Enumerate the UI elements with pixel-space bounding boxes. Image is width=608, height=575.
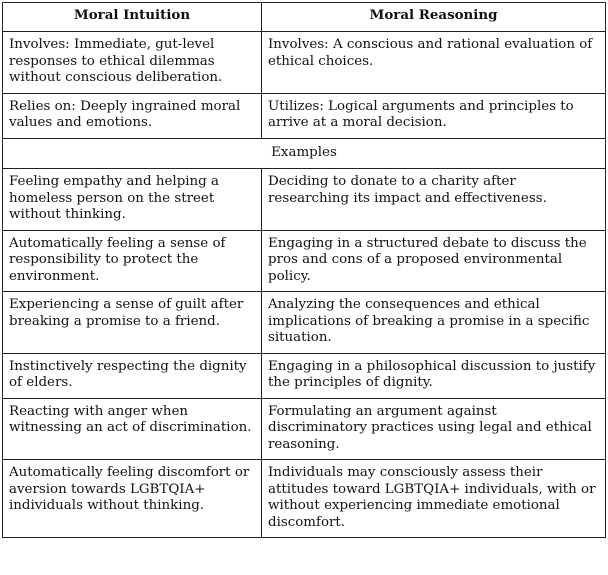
example-row — [3, 460, 606, 538]
reasoning-example-cell: Engaging in a philosophical discussion to justify the principles of dignity. — [262, 353, 606, 398]
intuition-example-cell: Automatically feeling a sense of responsibility to protect the environment. — [3, 230, 262, 292]
intuition-cell: Involves: Immediate, gut-level responses to ethical dilemmas without conscious deliberation. — [3, 32, 262, 94]
table-row — [3, 93, 606, 138]
examples-label: Examples — [3, 138, 606, 169]
intuition-example-cell: Reacting with anger when witnessing an act of discrimination. — [3, 398, 262, 460]
reasoning-example-cell: Formulating an argument against discriminatory practices using legal and ethical reasoning. — [262, 398, 606, 460]
reasoning-example-cell: Engaging in a structured debate to discuss the pros and cons of a proposed environmental policy. — [262, 230, 606, 292]
reasoning-example-cell: Analyzing the consequences and ethical implications of breaking a promise in a specific situation. — [262, 292, 606, 354]
example-row — [3, 169, 606, 231]
intuition-example-cell: Experiencing a sense of guilt after breaking a promise to a friend. — [3, 292, 262, 354]
comparison-table — [2, 2, 606, 538]
intuition-example-cell: Automatically feeling discomfort or aversion towards LGBTQIA+ individuals without thinking. — [3, 460, 262, 538]
intuition-cell: Relies on: Deeply ingrained moral values and emotions. — [3, 93, 262, 138]
example-row — [3, 292, 606, 354]
section-row — [3, 138, 606, 169]
reasoning-cell: Involves: A conscious and rational evaluation of ethical choices. — [262, 32, 606, 94]
header-moral-intuition: Moral Intuition — [3, 3, 262, 32]
reasoning-example-cell: Individuals may consciously assess their attitudes toward LGBTQIA+ individuals, with or without experiencing immediate emotional discomfort. — [262, 460, 606, 538]
table-row — [3, 32, 606, 94]
header-moral-reasoning: Moral Reasoning — [262, 3, 606, 32]
reasoning-cell: Utilizes: Logical arguments and principles to arrive at a moral decision. — [262, 93, 606, 138]
example-row — [3, 230, 606, 292]
intuition-example-cell: Instinctively respecting the dignity of elders. — [3, 353, 262, 398]
header-row — [3, 3, 606, 32]
reasoning-example-cell: Deciding to donate to a charity after researching its impact and effectiveness. — [262, 169, 606, 231]
intuition-example-cell: Feeling empathy and helping a homeless person on the street without thinking. — [3, 169, 262, 231]
example-row — [3, 398, 606, 460]
example-row — [3, 353, 606, 398]
